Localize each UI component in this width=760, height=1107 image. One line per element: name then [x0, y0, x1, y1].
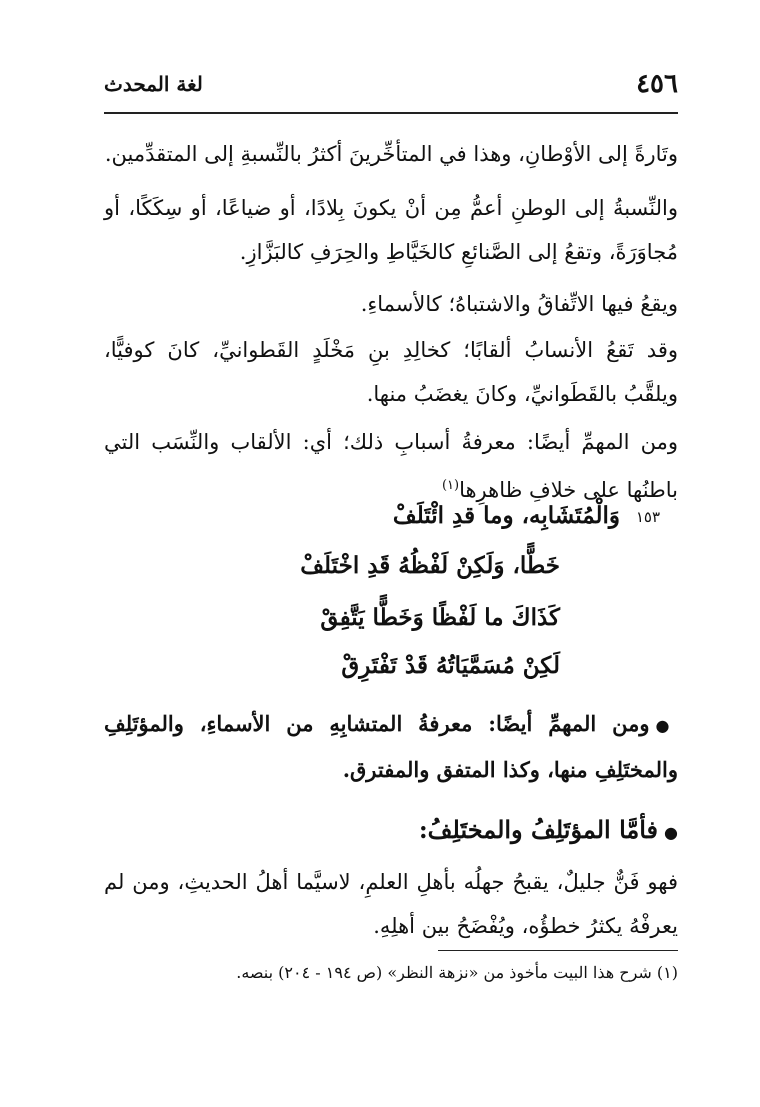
paragraph-5-text: ومن المهمِّ أيضًا: معرفةُ أسبابِ ذلك؛ أي: الألقاب والنِّسَب التي باطنُها على خلافِ ظاهرِها — [104, 430, 678, 502]
footnote: (١) شرح هذا البيت مأخوذ من «نزهة النظر» (ص ١٩٤ - ٢٠٤) بنصه. — [236, 963, 678, 982]
paragraph-1: وتَارةً إلى الأوْطانِ، وهذا في المتأخِّرينَ أكثرُ بالنِّسبةِ إلى المتقدِّمين. — [104, 142, 678, 166]
running-title: لغة المحدث — [104, 72, 203, 96]
footnote-divider — [438, 950, 678, 951]
section-heading-text: فأمَّا المؤتَلِفُ والمختَلِفُ: — [418, 815, 659, 844]
header-divider — [104, 112, 678, 114]
footnote-reference: (١) — [441, 478, 460, 493]
paragraph-4: وقد تَقعُ الأنسابُ ألقابًا؛ كخالِدِ بنِ مَخْلَدٍ القَطوانيِّ، كانَ كوفيًّا، ويلقَّبُ بالقَطَوانيِّ، وكانَ يغضَبُ منها. — [104, 338, 678, 406]
paragraph-2: والنِّسبةُ إلى الوطنِ أعمُّ مِن أنْ يكونَ بِلادًا، أو ضياعًا، أو سِكَكًا، أو مُجاوَرَةً، وتقعُ إلى الصَّنائعِ كالخَيَّاطِ والحِرَفِ كالبَزَّازِ. — [104, 196, 678, 264]
heading-bullet-icon: ● — [664, 823, 678, 842]
page-header — [104, 64, 678, 104]
verse-line-1: وَالْمُتَشَابِه، وما قدِ ائْتَلَفْ — [392, 502, 620, 529]
verse-line-4: لَكِنْ مُسَمَّيَاتُهُ قَدْ تَفْتَرِقْ — [341, 652, 560, 679]
page-number: ٤٥٦ — [636, 69, 678, 99]
verse-number: ١٥٣ — [635, 508, 660, 526]
bullet-paragraph — [104, 702, 678, 792]
paragraph-5 — [104, 420, 678, 512]
verse-line-2: خَطًّا، وَلَكِنْ لَفْظُهُ قَدِ اخْتَلَفْ — [300, 552, 560, 579]
bullet-icon: ● — [655, 716, 678, 735]
paragraph-3: ويقعُ فيها الاتِّفاقُ والاشتباهُ؛ كالأسماءِ. — [360, 292, 678, 316]
verse-line-3: كَذَاكَ ما لَفْظًا وَخَطًّا يَتَّفِقْ — [320, 604, 560, 631]
section-heading — [419, 810, 678, 853]
paragraph-final: فهو فَنٌّ جليلٌ، يقبحُ جهلُه بأهلِ العلمِ، لاسيَّما أهلُ الحديثِ، ومن لم يعرفْهُ يكثرُ خطؤُه، ويُفْضَحُ بين أهلِهِ. — [104, 870, 678, 938]
bullet-paragraph-text: ومن المهمِّ أيضًا: معرفةُ المتشابِهِ من الأسماءِ، والمؤتَلِفِ والمختَلِفِ منها، وكذا المتفق والمفترق. — [104, 711, 678, 782]
